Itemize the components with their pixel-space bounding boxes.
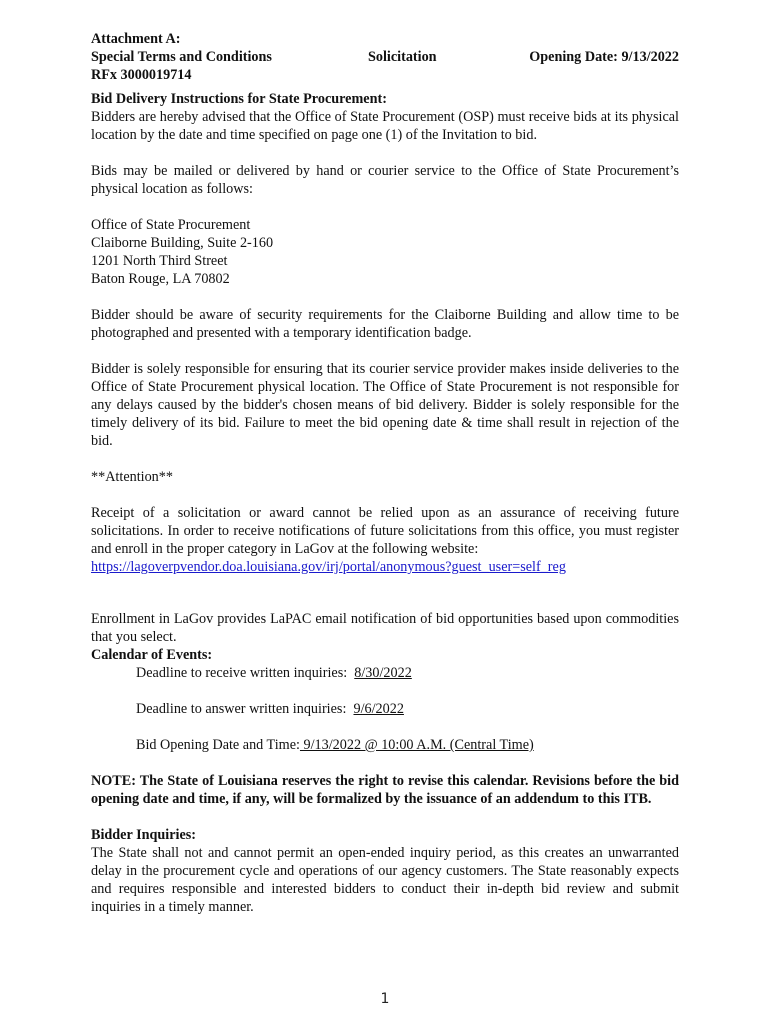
document-header xyxy=(91,30,679,84)
address-line: Office of State Procurement xyxy=(91,217,251,233)
inquiries-heading: Bidder Inquiries: xyxy=(91,827,196,843)
calendar-events xyxy=(91,664,679,754)
delivery-paragraph-2: Bids may be mailed or delivered by hand or courier service to the Office of State Procurement’s physical location as follows: xyxy=(91,163,679,197)
delivery-paragraph-1: Bidders are hereby advised that the Office of State Procurement (OSP) must receive bids at its physical location by the date and time specified on page one (1) of the Invitation to bid. xyxy=(91,109,679,143)
solicitation-label: Solicitation xyxy=(368,49,437,65)
delivery-paragraph-3: Bidder should be aware of security requirements for the Claiborne Building and allow time to be photographed and presented with a temporary identification badge. xyxy=(91,307,679,341)
event-label: Deadline to receive written inquiries: xyxy=(136,665,348,681)
opening-date: Opening Date: 9/13/2022 xyxy=(529,49,679,65)
osp-address xyxy=(91,216,679,288)
delivery-heading: Bid Delivery Instructions for State Procurement: xyxy=(91,91,387,107)
event-label: Deadline to answer written inquiries: xyxy=(136,701,347,717)
lagov-registration-link[interactable]: https://lagoverpvendor.doa.louisiana.gov/irj/portal/anonymous?guest_user=self_reg xyxy=(91,559,566,575)
calendar-event xyxy=(136,700,679,718)
calendar-note xyxy=(91,772,679,808)
event-date: 8/30/2022 xyxy=(354,665,412,681)
attachment-label: Attachment A: xyxy=(91,31,181,47)
attention-label: **Attention** xyxy=(91,469,173,485)
calendar-event xyxy=(136,736,679,754)
inquiries-paragraph: The State shall not and cannot permit an open-ended inquiry period, as this creates an unwarranted delay in the procurement cycle and operations of our agency customers. The State reasonably expects and requires responsible and interested bidders to conduct their in-depth bid review and submit inquiries in a timely manner. xyxy=(91,845,679,915)
note-label: NOTE xyxy=(91,773,132,789)
enrollment-paragraph: Enrollment in LaGov provides LaPAC email notification of bid opportunities based upon commodities that you select. xyxy=(91,611,679,645)
note-text: : The State of Louisiana reserves the right to revise this calendar. Revisions before the bid opening date and time, if any, will be formalized by the issuance of an addendum to this ITB. xyxy=(91,773,679,807)
page-number: 1 xyxy=(380,991,390,1007)
event-date: 9/13/2022 @ 10:00 A.M. (Central Time) xyxy=(299,737,534,753)
calendar-heading: Calendar of Events: xyxy=(91,647,213,663)
document-page xyxy=(91,30,679,916)
delivery-paragraph-4: Bidder is solely responsible for ensuring that its courier service provider makes inside deliveries to the Office of State Procurement physical location. The Office of State Procurement is not responsible for any delays caused by the bidder's chosen means of bid delivery. Bidder is solely responsible for the timely delivery of its bid. Failure to meet the bid opening date & time shall result in rejection of the bid. xyxy=(91,361,679,449)
attention-paragraph: Receipt of a solicitation or award cannot be relied upon as an assurance of receiving future solicitations. In order to receive notifications of future solicitations from this office, you must register and enroll in the proper category in LaGov at the following website: xyxy=(91,505,679,557)
event-date: 9/6/2022 xyxy=(353,701,404,717)
rfx-number: RFx 3000019714 xyxy=(91,67,192,83)
address-line: 1201 North Third Street xyxy=(91,253,228,269)
event-label: Bid Opening Date and Time: xyxy=(136,737,300,753)
calendar-event xyxy=(136,664,679,682)
address-line: Claiborne Building, Suite 2-160 xyxy=(91,235,274,251)
address-line: Baton Rouge, LA 70802 xyxy=(91,271,230,287)
document-title: Special Terms and Conditions xyxy=(91,49,272,65)
